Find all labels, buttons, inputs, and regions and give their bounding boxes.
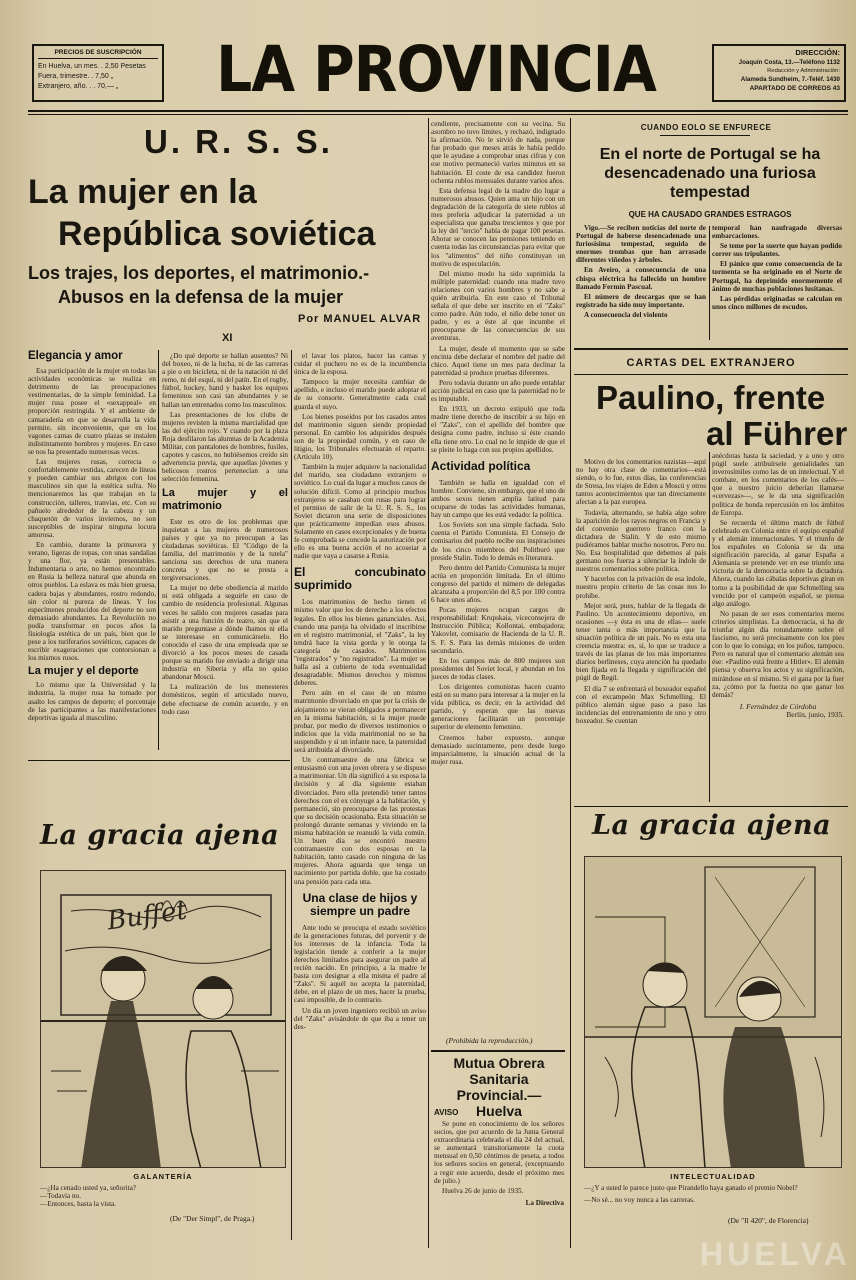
direction-heading: DIRECCIÓN: [795,48,840,57]
newspaper-title: LA PROVINCIA [216,33,656,106]
paragraph: cendiente, precisamente con su vecina. Su asombro no tuvo límites, y rechazó, indignado la afirmación. No le sirvió de nada, porque fue probado que meses atrás le había pedido que le ayudase a comprobar unas cifras y con ese motivo permaneció varios minutos en su habitación. El coste de esa candidez fueron ochenta rublos mensuales durante varios años. [431,120,565,185]
mutua-kicker: AVISO [434,1108,459,1117]
urss-byline: Por MANUEL ALVAR [298,313,422,325]
paragraph: Los Soviets son una simple fachada. Solo cuenta el Partido Comunista. El Consejo de comisarios del pueblo recibe sus inspiraciones de los cinco miembros del Politburó que preside Stalin. Todo lo demás es literatura. [431,521,565,562]
paragraph: A consecuencia del violento [584,310,668,319]
subscription-heading: PRECIOS DE SUSCRIPCIÓN [38,49,158,59]
paragraph: El día 7 se enfrentará el boxeador español con el excampeón Max Schmelling. El público alemán sigue paso a paso las incidencias del entrenamiento de uno y otro boxeador. Se cuentan [576,684,706,725]
paulino-column-2 [712,452,844,804]
paragraph: Ante todo se preocupa el estado soviético de la generaciones futuras, del porvenir y de los intereses de la infancia. Toda la legislación tiende a conferir a la mujer derechos limitados para asegurar un padre al recién nacido. En principio, a la madre le basta con designar a ella misma el padre al "Zaks". Si aquél no acepta la paternidad, debe, en el plazo de un mes, hacer la prueba, casi imposible, de lo contrario. [294,923,426,1005]
paragraph: En Aveiro, a consecuencia de una chispa eléctrica ha fallecido un hombre llamado Fermín Pascual. [576,266,706,291]
portugal-subheading: QUE HA CAUSADO GRANDES ESTRAGOS [628,210,792,219]
kicker-rule [574,374,848,375]
section-rule [431,1050,565,1052]
paragraph: En los campos más de 800 mujeres son presidentes del Soviet local, y abundan en los jueces de todas clases. [431,656,565,681]
paragraph: Un día un joven ingeniero recibió un aviso del "Zaks" avisándole de que iba a tener un des- [294,1006,426,1031]
mutua-body [434,1120,564,1248]
section-rule [28,760,290,761]
paragraph: Lo mismo que la Universidad y la industria, la mujer rusa ha tomado por asalto los campos de deporte; el porcentaje de las participantes a las manifestaciones deportivas iguala al masculino. [28,681,156,722]
direction-line: APARTADO DE CORREOS 43 [749,85,840,92]
paragraph: Un contramaestre de una fábrica se entusiasmó con una joven obrera y se dispuso a matrimoniar. Un día significó a su esposa la decisión y al día siguiente estaban divorciados. Pero ella pretendió tener tantos derechos con el ex cónyuge a la habitación, y permaneció, sin preocuparse de las protestas que su decisión ocasionaba. Esta situación se prolongó durante semanas y viviendo en la misma habitación se reanudó la vida común. Un buen día se encontró nuestro contramaestre con dos esposas en la habitación, tanto casado con ninguna de las mujeres. Ahora aguarda que tenga un nacimiento por partida doble, que ha costado una pensión para cada una. [294,756,426,886]
paragraph: Esa participación de la mujer en todas las actividades económicas se realiza en detrimento de las preocupaciones vestimentarias, de la simple feminidad. La mujer rusa posee el «sexappeal» en proporción restringida. Y el ambiente de camaradería en que se desarrolla la vida permite, sin inconveniente, que en los vagones camas de cuatro plazas se instalen indistintamente hombres y mujeres. En caso se nos ha presentado numerosas veces. [28,367,156,456]
dialog-line: —No sé... no voy nunca a las carreras. [584,1196,695,1205]
paragraph: Mejor será, pues, hablar de la llegada de Paulino. Un acontecimiento deportivo, en ocasiones —y ésta es una de ellas— suele tener tanta o más importancia que la situación política de un país. No es esta una creencia nuestra: es, si, lo que se traduce a través de las planas de los más importantes diarios berlineses, cuya atención ha quedado bien fijada en la llegada y significación del púgil de Regil. [576,601,706,683]
section-heading: La mujer y el matrimonio [162,486,288,512]
dialog-line: —Todavía no. [40,1192,82,1201]
paragraph: Tampoco la mujer necesita cambiar de apellido, e incluso el marido puede adoptar el de su consorte. Generalmente cada cual guarda el suyo. [294,378,426,411]
paulino-kicker: CARTAS DEL EXTRANJERO [626,357,796,369]
dialog-line: —¿Ha cenado usted ya, señorita? [40,1184,136,1192]
section-heading: El concubinato suprimido [294,565,426,593]
paragraph: Las presentaciones de los clubs de mujeres revisten la misma marcialidad que las del ejército rojo. Y cuando por la plaza Roja desfilaron las alumnas de la Academia Militar, con pantalones de hombres, fusiles, capotes y cascos, no hubiésemos creído sin advertencia previa, que aquellas jóvenes y belicosos rostros pertenecían a una selección femenina. [162,410,288,484]
section-heading: Actividad política [431,458,531,473]
paragraph: Este es otro de los problemas que inquietan a las mujeres de numerosos países y que ya no preocupan a las ciudadanas soviéticas. El "Código de la familia, del matrimonio y de la tutela" sanciona sus derechos de una manera concreta y que no se presta a tergiversaciones. [162,517,288,583]
section-heading: Una clase de hijos y siempre un padre [302,890,418,918]
cartoon-2-title: La gracia ajena [592,810,832,841]
paragraph: El número de descargas que se han registrado ha sido muy importante. [576,292,706,309]
subscription-row: Extranjero, año. . . 70,— „ [38,83,119,90]
paragraph: Los matrimonios de hecho tienen el mismo valor que los de derecho a los efectos legales. En ellos los bienes gananciales. Así, cuando una pareja ha olvidado el inscribirse en el registro matrimonial, el "Zaks", la ley tendrá hace la vista gorda y le otorga la categoría de casados. Matrimonios "registrados" y "no registrados". La mujer se halla así a cubierto de toda eventualidad desagradable. Mismos derechos y mismos deberes. [294,598,426,688]
paragraph: Creemos haber expuesto, aunque demasiado sucintamente, pero desde luego imparcialmente, la situación actual de la mujer rusa. [431,733,565,766]
masthead-rule [28,110,848,112]
paragraph: anécdotas hasta la saciedad, y a uno y otro púgil suele atribuírsele genialidades tan inverosímiles como las de un intelectual. Y el combate, en los comentarios de los cafés—que a nuestro juicio deberían llamarse «cervezas»—, se le da una significación política de honda repercusión en los ámbitos de Europa. [712,452,844,517]
cartoon-1-sign: Buffet [105,895,189,937]
cartoon-1-dialog [40,1184,286,1208]
paragraph: Y hacerlos con la privación de esa índole, nuestro propio criterio de las cosas nos lo prohíbe. [576,575,706,600]
paragraph: Las mujeres rusas, correcta o confortablemente vestidas, carecen de líneas y pueden cambiar sus abrigos con los masculinos sin que la estética sufra. No mencionaremos las que trabajan en la construcción, talleres, tranvías, etc. Con su pañuelo alrededor de la cabeza y un chaquetón de varios inviernos, no son susceptibles de inspirar ninguna locura amorosa. [28,458,156,539]
urss-column-3 [294,352,426,1242]
column-rule [709,452,710,802]
paragraph: Todavía, alternando, se había algo sobre la aparición de los rayos negros en Francia y del convenio guerrero franco con la dictadura de Stalin. Y de esto mismo pudiéramos hablar mucho nosotros. Pero no. No. Esa hospitalidad que debemos al país germano nos fuerza a silenciar la índole de nuestros comentarios sobre política. [576,508,706,574]
paragraph: Motivo de los comentarios nazistas—aquí no hay otra clase de comentarios—está siendo, o lo fue, estos días, las conferencias de Stresa, los viajes de Eden a Moscú y otros tantos acontecimientos que tan directamente afectan a la paz europea. [576,458,706,507]
portugal-column-1 [576,224,706,342]
column-rule [158,350,159,750]
urss-column-2 [162,352,288,756]
cartoon-2-illustration [585,857,842,1168]
paulino-place: Berlín, junio, 1935. [786,709,844,719]
paragraph: La realización de los menesteres domésticos, según el articulado nuevo, debe efectuarse de común acuerdo, y en todo caso [162,683,288,716]
cartoon-2-dialog [584,1184,842,1204]
subscription-row: En Huelva, un mes. . 2,50 Pesetas [38,63,146,70]
section-rule [574,806,848,807]
archive-watermark: HUELVA [700,1236,851,1272]
paragraph: Se teme por la suerte que hayan podido correr sus tripulantes. [712,242,842,259]
dialog-line: —Entonces, hasta la vista. [40,1200,117,1209]
cartoon-2-caption: INTELECTUALIDAD [670,1172,756,1181]
paragraph: Esta defensa legal de la madre dio lugar a numerosos abusos. Quien ama un hijo con un degradación de la categoría de siete rublos al mes prefería adjudicar la paternidad a un especialista que ganaba trescientos y que por la ley del "tercio" había de pagar 100 pesetas. Ahorar se conocen las pensiones teniendo en cuenta todas las circunstancias para evitar que los "alimentos" del niño constituyan un motivo de especulación. [431,186,565,268]
section-heading: Elegancia y amor [28,350,123,362]
paragraph: Se pone en conocimiento de los señores socios, que por acuerdo de la Junta General extraordinaria celebrada el día 24 del actual, se aumentará transitoriamente la cuota mensual en 0,50 céntimos de peseta, a todos los señores socios en general, (exceptuando a regir este acuerdo, desde el próximo mes de julio.) [434,1120,564,1185]
section-heading: La mujer y el deporte [28,665,139,678]
paragraph: temporal han naufragado diversas embarcaciones. [712,224,842,241]
mutua-signature: La Directiva [525,1198,564,1207]
paragraph: Pero dentro del Partido Comunista la mujer actúa en proporción limitada. En el último congreso del partido el número de delegadas alcanzaba a proporción del 8,5 por 100 contra 6 hace unos años. [431,563,565,605]
paragraph: También la mujer adquiere la nacionalidad del marido, sea ciudadano extranjero o soviético. Lo cual da lugar a muchos casos de solución difícil. Como al principio muchos extranjeros se casaban con rusas para lograr el permiso de salir de la U. R. S. S., los Soviet dictaron una serie de disposiciones que prácticamente impedían esos abusos. Solamente en casos excepcionales y de buena fe comprobada se concede la autorización por ello es una buena acción el no acoseiar a nadie que vaya a casarse a Rusia. [294,463,426,561]
reproduction-note: (Prohibida la reproducción.) [446,1036,533,1045]
portugal-column-2 [712,224,842,342]
paragraph: Vigo.—Se reciben noticias del norte de Portugal de haberse desencadenado una furiosísima tempestad, seguida de enormes trombas que han arrasado diferentes viñedos y árboles. [576,224,706,265]
urss-headline-1: La mujer en la [28,173,257,211]
column-rule [291,350,292,1240]
paragraph: Los dirigentes comunistas hacen cuanto está en su mano para interesar a la mujer en la vida pública, es decir, en la actividad del partido, y esperan que las nuevas generaciones facilitarán un porcentaje superior de elemento femenino. [431,683,565,732]
cartoon-1-drawing [40,870,286,1168]
paragraph: Pero aún en el caso de un mismo matrimonio divorciado en que por la crisis de alojamiento se vieran obligados a permanecer en la misma habitación, si la mujer puede probar, por medio de diversos testimonios o indicios que la vida matrimonial no se ha suspendido y si un infante nace, la paternidad será atribuída al divorciado. [294,689,426,755]
paragraph: Las pérdidas originadas se calculan en unos cinco millones de escudos. [712,294,842,311]
mutua-date: Huelva 26 de junio de 1935. [442,1186,524,1195]
paragraph: El pánico que como consecuencia de la tormenta se ha originado en el Norte de Portugal, ha deprimido enormemente el ánimo de muchas poblaciones lusitanas. [712,260,842,293]
paragraph: Del mismo modo ha sido suprimida la múltiple paternidad: cuando una madre tuvo relaciones con varios hombres y no sabe a quién atribuirla. En este caso el Tribunal señala el que debe ser inscrito en el "Zaks" como padre. Aún todo, el niño debe tener un padre, y es a éste al que incumbe el preocuparse de las consecuencias de sus aventuras. [431,269,565,343]
kicker-rule [660,135,750,136]
urss-part: XI [222,332,233,344]
paragraph: ¿Do qué deporte se hallan ausentes? Ni del boxeo, ni de la lucha, ni de las carreras a pie o en bicicleta, ni de la natación ni del remo, ni del esquí, ni del patín. En el rugby, fútbol, hockey, hand y basket los equipos femeninos son casi tan abundantes y se hallan tan entrenados como los masculinos. [162,352,288,409]
paragraph: También se halla en igualdad con el hombre. Conviene, sin embargo, que el uno de ambos sexos tienen amplia latitud para ocuparse de todas las actividades humanas, hay un campo que les está vedado: la política. [431,478,565,520]
direction-line: Alameda Sundheim, 7.-Teléf. 1430 [740,76,840,83]
column-rule [570,118,571,1248]
masthead-rule-thin [28,114,848,115]
portugal-kicker: CUANDO EOLO SE ENFURECE [640,123,772,132]
paragraph: Los bienes poseídos por los casados antes del matrimonio siguen siendo propiedad personal. En cambio los adquiridos después son de la propiedad común, y en caso de litigio, los Tribunales efectuarán el reparto. (Artículo 10). [294,412,426,462]
urss-deck-2: Abusos en la defensa de la mujer [58,287,344,307]
portugal-headline: En el norte de Portugal se ha desencadenado una furiosa tempestad [599,146,821,201]
paragraph: La mujer, desde el momento que se sabe encinta debe declarar el nombre del padre del chico. Aquel tiene un mes para declinar la paternidad si produce pruebas diferentes. [431,344,565,377]
paulino-headline-2: al Führer [706,415,848,452]
dialog-line: —¿Y a usted le parece justo que Pirandello haya ganado el premio Nobel? [584,1184,798,1192]
paulino-headline-1: Paulino, frente [596,379,826,416]
subscription-box [32,44,164,102]
mutua-heading: Mutua Obrera Sanitaria Provincial.—Huelva [453,1055,545,1119]
urss-column-4 [431,120,565,1032]
cartoon-1-title: La gracia ajena [40,820,280,851]
cartoon-1-source: (De "Der Simpl", de Praga.) [170,1214,255,1223]
paragraph: La mujer no debe obediencia al marido ni está obligada a seguirle en caso de cambio de residencia profesional. Algunas veces he salido con mujeres casadas para asistir a una función de teatro, sin que el marido preguntase a dónde íbamos ni ella se interesase en comunicárselo. Ho conocido el caso de una empleada que se divorció a los pocos meses de casada porque su marido fue enviado a dirigir una industria en Siberia y ella no quiso abandonar Moscú. [162,584,288,682]
urss-headline-2: República soviética [58,215,376,253]
paragraph: En cambio, durante la primavera y verano, ligeras de ropas, con unas sandalias y una flor, ya están presentables. Indumentaria o arte, no hemos encontrado en Rusia la belleza natural que abunda en otros pueblos. La eslava es más bien gruesa, cadera bajas y abundantes, rostro redondo, sin color ni pureza de líneas. Y los especímenes producidos del deporte no son demasiado abundantes. La Revolución no podía transformar en pocos años la fisiología estética de un país, bien que le pese a los turiferarios soviéticos, capaces de escribir exageraciones que contorsionan a los mismos rusos. [28,540,156,663]
paragraph: el lavar los platos, hacer las camas y cuidar el puchero no es de la incumbencia única de la esposa. [294,352,426,377]
direction-box [712,44,846,102]
cartoon-2-drawing [584,856,842,1168]
paulino-column-1 [576,458,706,804]
direction-line: Joaquín Costa, 13.—Teléfono 1132 [738,59,840,66]
urss-deck-1: Los trajes, los deportes, el matrimonio.- [28,263,370,283]
column-rule [428,118,429,1248]
cartoon-1-caption: GALANTERÍA [133,1172,193,1181]
paragraph: En 1933, un decreto estipuló que toda madre tiene derecho de inscribir a su hijo en el "Zaks", con el apellido del hombre que designa como padre, incluso si éste cuando ella tiene otro. Lo cual no le impide de que el se pleite lo haga con sus propios apellidos. [431,405,565,454]
paulino-signature: I. Fernández de Córdoba [739,701,817,711]
section-rule [574,348,848,350]
subscription-row: Fuera, trimestre. . 7,50 „ [38,73,114,80]
urss-column-1 [28,346,156,756]
paragraph: Se recuerda el último match de fútbol celebrado en Colonia entre el equipo español y el alemán internacionales. Y el triunfo de los españoles en Colonia se da una significación parecida, al ganar España a Alemania se pretende ver en ese triunfo una victoria de la democracia sobre la dictadura. Ahora, cuando las cábalas deportivas giran en torno a la posibilidad de que Schmelling sea vencido por el campeón español, se piensa algo análogo. [712,518,844,608]
paragraph: No pasan de ser esos comentarios meros criterios simplistas. La democracia, si ha de triunfar algún día rotundamente sobre el fascismo, no será precisamente con los pies con lo que lo consiga; en los puños, tampoco. Pero es natural que el comentario alemán sea ése: «Paulino está frente a Hitler». El alemán piensa y observa los actos y su significación, mirándose en sí mismo. Si el gana por la fuer za, ¿cómo por la fuerza no que ganar los demás? [712,609,844,699]
column-rule [709,226,710,340]
cartoon-2-source: (De "Il 420", de Florencia) [728,1216,809,1225]
urss-kicker: U. R. S. S. [144,123,333,160]
direction-line: Redacción y Administración: [767,68,840,74]
paragraph: Pocas mujeres ocupan cargos de responsabilidad: Krupskaia, viceconsejera de Instrucción Pública; Kollontai, embajadora; Yakovlet, comisario de Hacienda de la U. R. S. F. S. Para las demás misiones de orden secundario. [431,606,565,655]
paragraph: Pero todavía durante un año puede entablar acción judicial en caso que la paternidad no le es imputable. [431,378,565,404]
